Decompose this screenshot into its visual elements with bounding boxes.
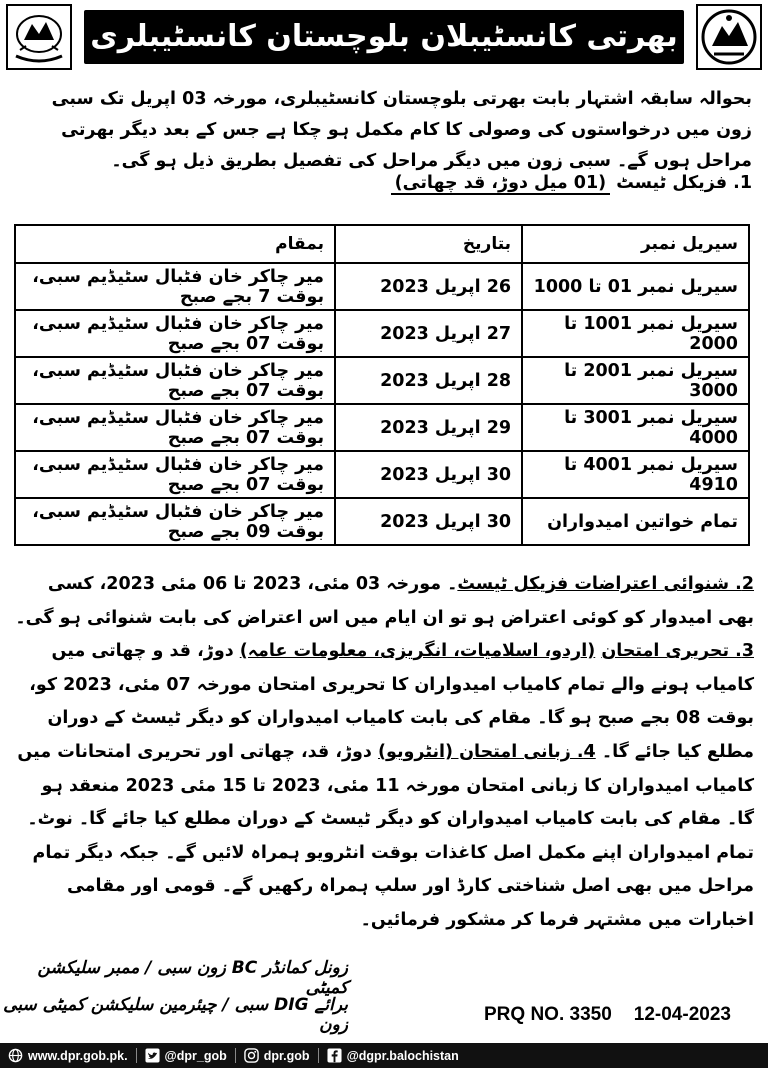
cell-venue: میر چاکر خان فٹبال سٹیڈیم سبی، بوقت 07 بجے صبح <box>15 357 335 404</box>
footer-instagram-text: dpr.gob <box>263 1048 310 1063</box>
section-physical-test-detail: (01 میل دوڑ، قد چھاتی) <box>391 173 611 195</box>
signature-line-2: برائے DIG سبی / چیئرمین سلیکشن کمیٹی سبی زون <box>3 995 348 1035</box>
interview-title: 4. زبانی امتحان (انٹرویو) <box>378 741 596 762</box>
facebook-icon <box>327 1048 342 1063</box>
globe-icon <box>8 1048 23 1063</box>
written-exam-text: دوڑ، قد و چھاتی میں کامیاب ہونے والے تمام کامیاب امیدواران کا تحریری امتحان مورخہ 07 مئی، 2023 کو، بوقت 08 بجے صبح ہو گا۔ مقام کی بابت کامیاب امیدواران کو دیگر ٹیسٹ کے دوران مطلع کیا جائے گا۔ <box>29 641 754 762</box>
footer-instagram[interactable] <box>236 1048 319 1063</box>
cell-venue: میر چاکر خان فٹبال سٹیڈیم سبی، بوقت 07 بجے صبح <box>15 310 335 357</box>
cell-serial: سیریل نمبر 3001 تا 4000 <box>522 404 749 451</box>
cell-serial: سیریل نمبر 4001 تا 4910 <box>522 451 749 498</box>
section-physical-test <box>12 168 752 199</box>
schedule-table <box>14 224 750 546</box>
cell-venue: میر چاکر خان فٹبال سٹیڈیم سبی، بوقت 7 بجے صبح <box>15 263 335 310</box>
cell-serial: سیریل نمبر 1001 تا 2000 <box>522 310 749 357</box>
prq-reference <box>484 1004 731 1026</box>
cell-serial: تمام خواتین امیدواران <box>522 498 749 545</box>
interview-text: دوڑ، قد، چھاتی اور تحریری امتحانات میں کامیاب امیدواران کا زبانی امتحان مورخہ 11 مئی، 2023 تا 15 مئی 2023 منعقد ہو گا۔ مقام کی بابت کامیاب امیدواران کو دیگر ٹیسٹ کے دوران مطلع کیا جائے گا۔ <box>17 741 754 830</box>
footer-twitter-text: @dpr_gob <box>164 1048 227 1063</box>
table-header-row <box>15 225 749 263</box>
table-row <box>15 451 749 498</box>
cell-venue: میر چاکر خان فٹبال سٹیڈیم سبی، بوقت 09 بجے صبح <box>15 498 335 545</box>
table-row <box>15 357 749 404</box>
footer-website[interactable] <box>0 1048 137 1063</box>
body-paragraphs <box>12 568 754 938</box>
table-row <box>15 498 749 545</box>
objections-text: ۔ مورخہ 03 مئی، 2023 تا 06 مئی 2023، کسی بھی امیدوار کو کوئی اعتراض ہو تو ان ایام میں اس اعتراض کی بابت شنوائی ہو گی۔ <box>15 574 754 628</box>
header <box>4 4 764 70</box>
cell-serial: سیریل نمبر 01 تا 1000 <box>522 263 749 310</box>
emblem-left-icon <box>6 4 72 70</box>
header-venue: بمقام <box>15 225 335 263</box>
footer-facebook[interactable] <box>319 1048 467 1063</box>
table-row <box>15 310 749 357</box>
prq-date: 12-04-2023 <box>633 1004 731 1025</box>
instagram-icon <box>244 1048 259 1063</box>
written-exam-title: 3. تحریری امتحان <box>601 641 754 662</box>
cell-date: 29 اپریل 2023 <box>335 404 522 451</box>
cell-serial: سیریل نمبر 2001 تا 3000 <box>522 357 749 404</box>
cell-date: 28 اپریل 2023 <box>335 357 522 404</box>
objections-title: 2. شنوائی اعتراضات فزیکل ٹیسٹ <box>457 574 754 594</box>
signature-line-1: زونل کمانڈر BC زون سبی / ممبر سلیکشن کمیٹی <box>37 958 348 998</box>
note-text: نوٹ۔ تمام امیدواران اپنے مکمل اصل کاغذات بوقت انٹرویو ہمراہ لائیں گے۔ جبکہ دیگر تمام مراحل میں بھی اصل شناختی کارڈ اور سلپ ہمراہ رکھیں گے۔ قومی اور مقامی اخبارات میں مشتہر فرما کر مشکور فرمائیں۔ <box>27 809 754 930</box>
twitter-icon <box>145 1048 160 1063</box>
cell-venue: میر چاکر خان فٹبال سٹیڈیم سبی، بوقت 07 بجے صبح <box>15 404 335 451</box>
cell-date: 30 اپریل 2023 <box>335 498 522 545</box>
cell-date: 26 اپریل 2023 <box>335 263 522 310</box>
cell-date: 27 اپریل 2023 <box>335 310 522 357</box>
header-date: بتاریخ <box>335 225 522 263</box>
footer-website-text: www.dpr.gob.pk. <box>28 1048 128 1063</box>
footer-twitter[interactable] <box>137 1048 236 1063</box>
cell-venue: میر چاکر خان فٹبال سٹیڈیم سبی، بوقت 07 بجے صبح <box>15 451 335 498</box>
section-physical-test-title: 1. فزیکل ٹیسٹ <box>616 173 752 193</box>
footer-facebook-text: @dgpr.balochistan <box>346 1048 459 1063</box>
table-row <box>15 263 749 310</box>
intro-paragraph: بحوالہ سابقہ اشتہار بابت بھرتی بلوچستان کانسٹیبلری، مورخہ 03 اپریل تک سبی زون میں درخواستوں کی وصولی کا کام مکمل ہو چکا ہے جس کے بعد دیگر بھرتی مراحل ہوں گے۔ سبی زون میں دیگر مراحل کی تفصیل بطریق ذیل ہو گی۔ <box>51 89 752 171</box>
prq-number: PRQ NO. 3350 <box>484 1004 612 1025</box>
emblem-right-icon <box>696 4 762 70</box>
header-serial: سیریل نمبر <box>522 225 749 263</box>
table-row <box>15 404 749 451</box>
cell-date: 30 اپریل 2023 <box>335 451 522 498</box>
written-exam-subjects: (اردو، اسلامیات، انگریزی، معلومات عامہ) <box>239 641 596 662</box>
footer-bar <box>0 1043 768 1068</box>
page-title: بھرتی کانسٹیبلان بلوچستان کانسٹیبلری <box>84 10 684 64</box>
